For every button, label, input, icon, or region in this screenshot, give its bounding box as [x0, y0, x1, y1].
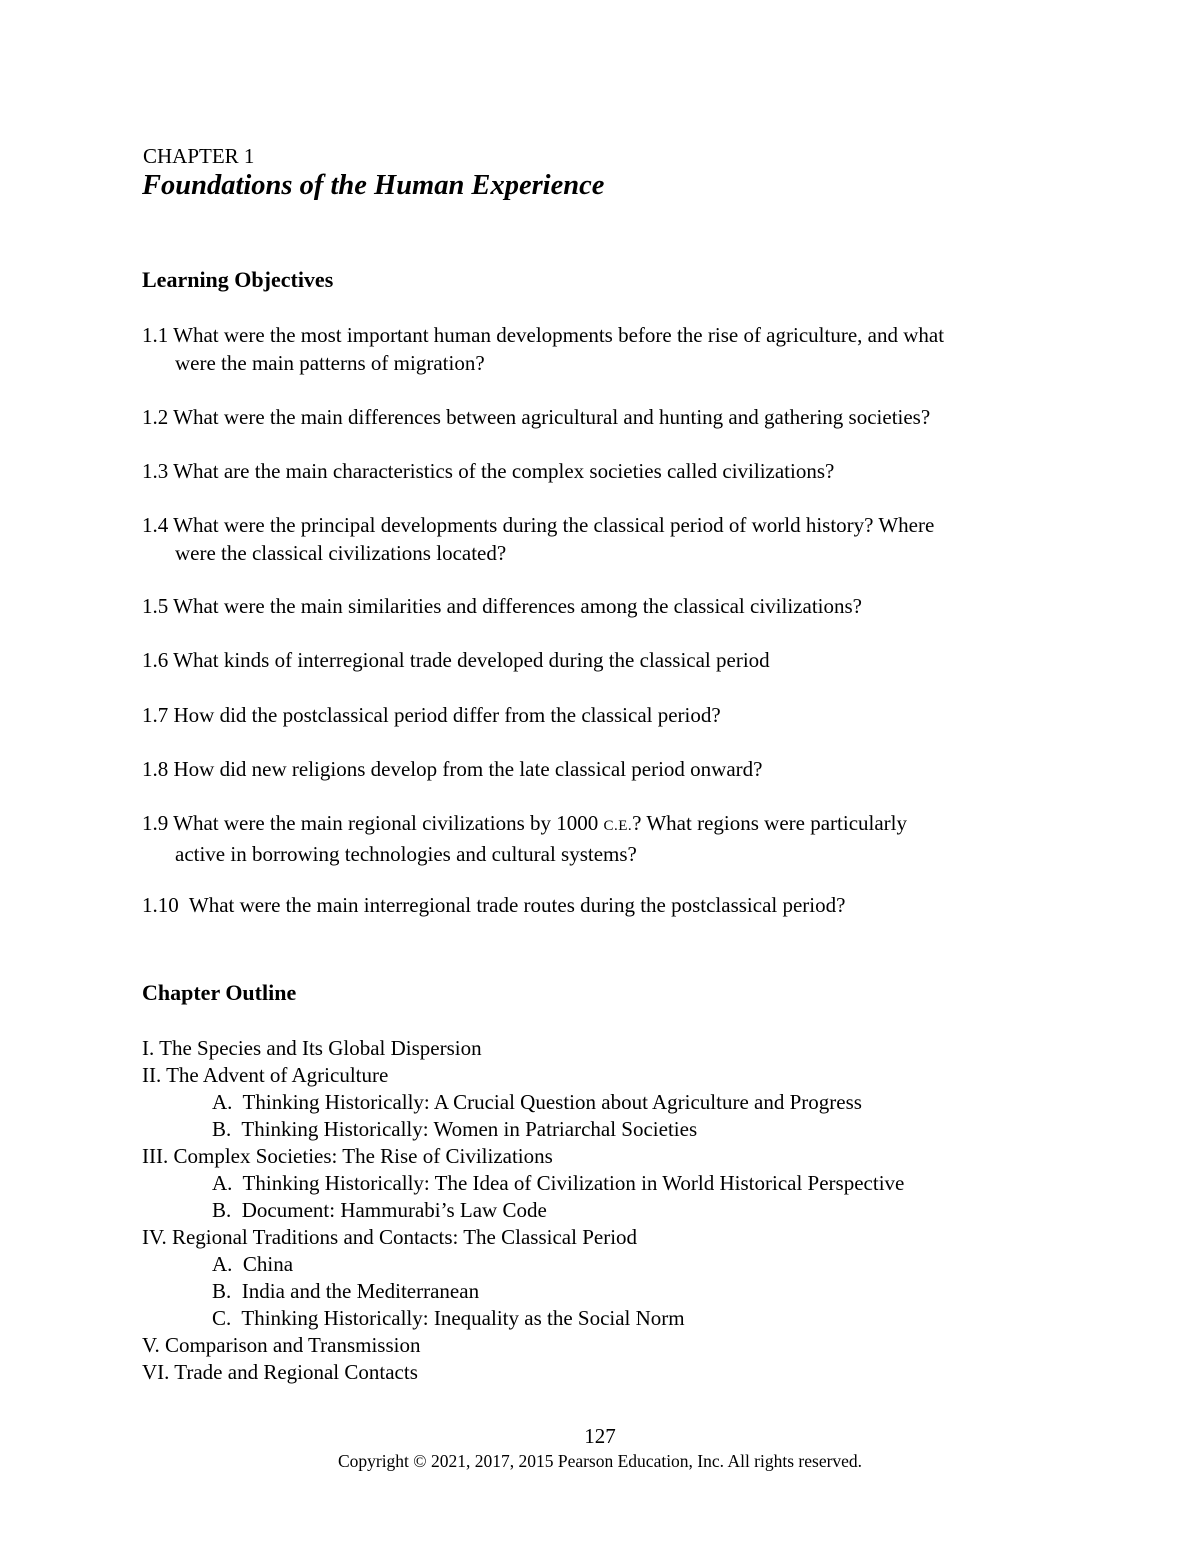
copyright-notice: Copyright © 2021, 2017, 2015 Pearson Education, Inc. All rights reserved. — [337, 1451, 863, 1471]
objective-item — [142, 891, 1062, 919]
objective-text: ? What regions were particularly — [632, 811, 907, 835]
objective-text: 1.10 What were the main interregional trade routes during the postclassical period? — [142, 893, 846, 917]
outline-subitem: B. Thinking Historically: Women in Patriarchal Societies — [212, 1117, 698, 1141]
outline-item: I. The Species and Its Global Dispersion — [142, 1036, 482, 1060]
objective-item — [142, 755, 1062, 783]
outline-subitem: A. Thinking Historically: A Crucial Question about Agriculture and Progress — [212, 1090, 862, 1114]
objective-item — [142, 701, 1062, 729]
objective-text: 1.2 What were the main differences between agricultural and hunting and gathering societies? — [142, 405, 931, 429]
outline-subitem: A. Thinking Historically: The Idea of Civilization in World Historical Perspective — [212, 1171, 905, 1195]
objective-item — [142, 511, 1062, 567]
outline-subitem: C. Thinking Historically: Inequality as the Social Norm — [212, 1306, 685, 1330]
objective-text: 1.8 How did new religions develop from the late classical period onward? — [142, 757, 763, 781]
objective-text: 1.1 What were the most important human developments before the rise of agriculture, and what — [142, 323, 945, 347]
outline-item: VI. Trade and Regional Contacts — [142, 1360, 418, 1384]
outline-item: IV. Regional Traditions and Contacts: The Classical Period — [142, 1225, 638, 1249]
objective-item — [142, 646, 1062, 674]
page-number: 127 — [584, 1424, 616, 1448]
objective-text: 1.5 What were the main similarities and differences among the classical civilizations? — [142, 594, 862, 618]
objective-text-continuation: were the main patterns of migration? — [175, 351, 485, 375]
objective-item — [142, 403, 1062, 431]
objective-text: 1.6 What kinds of interregional trade developed during the classical period — [142, 648, 770, 672]
objective-text: 1.7 How did the postclassical period differ from the classical period? — [142, 703, 721, 727]
learning-objectives-heading: Learning Objectives — [142, 267, 334, 292]
objective-item — [142, 321, 1062, 377]
outline-subitem: A. China — [212, 1252, 294, 1276]
objective-item — [142, 592, 1062, 620]
objective-item — [142, 809, 1062, 868]
chapter-title: Foundations of the Human Experience — [142, 170, 605, 201]
objective-text: 1.4 What were the principal developments during the classical period of world history? Where — [142, 513, 935, 537]
outline-item: V. Comparison and Transmission — [142, 1333, 421, 1357]
objective-text-continuation: active in borrowing technologies and cultural systems? — [175, 842, 637, 866]
chapter-label: CHAPTER 1 — [143, 144, 255, 168]
objective-text: 1.9 What were the main regional civilizations by 1000 — [142, 811, 604, 835]
objective-text-continuation: were the classical civilizations located? — [175, 541, 507, 565]
outline-subitem: B. India and the Mediterranean — [212, 1279, 480, 1303]
era-abbreviation: C.E. — [603, 818, 633, 834]
objective-item — [142, 457, 1062, 485]
objective-text: 1.3 What are the main characteristics of the complex societies called civilizations? — [142, 459, 835, 483]
outline-item: II. The Advent of Agriculture — [142, 1063, 389, 1087]
outline-item: III. Complex Societies: The Rise of Civilizations — [142, 1144, 553, 1168]
outline-subitem: B. Document: Hammurabi’s Law Code — [212, 1198, 547, 1222]
chapter-outline-heading: Chapter Outline — [142, 980, 297, 1005]
